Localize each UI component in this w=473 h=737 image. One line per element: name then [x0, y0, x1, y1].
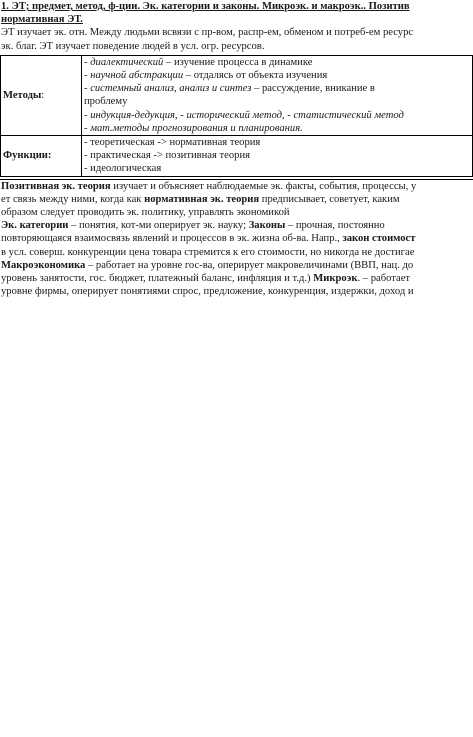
- text-run: – прочная, постоянно: [285, 220, 385, 232]
- method-item: [84, 122, 470, 135]
- intro-line-2: эк. благ. ЭТ изучает поведение людей в усл. огр. ресурсов.: [1, 40, 265, 52]
- function-item: - идеологическая: [84, 163, 162, 175]
- methods-label: Методы: [3, 89, 42, 101]
- method-name: мат.методы прогнозирования и планирования.: [90, 122, 303, 134]
- intro-paragraph: [0, 26, 473, 52]
- text-line: [1, 180, 473, 193]
- text-run: – понятия, кот-ми оперирует эк. науку;: [68, 220, 249, 232]
- intro-line-1: ЭТ изучает эк. отн. Между людьми всвязи с пр-вом, распр-ем, обменом и потреб-ем ресурс: [1, 27, 414, 39]
- term-law-of-value: закон стоимост: [342, 233, 416, 245]
- function-item: - теоретическая -> нормативная теория: [84, 137, 261, 149]
- text-line: [1, 232, 473, 245]
- method-desc: – отдалясь от объекта изучения: [183, 70, 328, 82]
- categories-laws-paragraph: [0, 219, 473, 259]
- function-item: - практическая -> позитивная теория: [84, 150, 250, 162]
- text-run: уровень занятости, гос. бюджет, платежный баланс, инфляция и т.д.): [1, 273, 314, 285]
- method-desc: – изучение процесса в динамике: [163, 56, 313, 68]
- method-name: диалектический: [90, 56, 164, 68]
- text-run: предписывает, советует, каким: [259, 193, 400, 205]
- method-dash: -: [84, 83, 91, 95]
- functions-row: [1, 136, 473, 177]
- functions-label: Функции:: [3, 150, 52, 162]
- text-line: уровне фирмы, оперирует понятиями спрос, предложение, конкуренция, издержки, доход и: [1, 286, 414, 298]
- term-categories: Эк. категории: [1, 220, 69, 232]
- text-line: образом следует проводить эк. политику, управлять экономикой: [1, 207, 290, 219]
- method-item: [84, 109, 470, 122]
- text-run: ет связь между ними, когда как: [1, 193, 145, 205]
- methods-label-colon: :: [41, 89, 45, 101]
- section-title: [0, 0, 473, 26]
- term-microeconomics: Микроэк: [313, 273, 358, 285]
- method-item: [84, 56, 470, 69]
- method-dash: -: [84, 109, 91, 121]
- method-desc: – рассуждение, вникание в: [251, 83, 375, 95]
- term-normative-theory: нормативная эк. теория: [144, 193, 260, 205]
- macro-micro-paragraph: [0, 259, 473, 299]
- text-run: изучает и объясняет наблюдаемые эк. факты, события, процессы, у: [110, 180, 417, 192]
- method-dash: -: [84, 122, 91, 134]
- methods-row: [1, 55, 473, 135]
- title-line-2: нормативная ЭТ.: [1, 14, 83, 26]
- positive-normative-paragraph: [0, 180, 473, 220]
- text-line: [1, 219, 473, 232]
- text-line: [1, 193, 473, 206]
- term-macroeconomics: Макроэкономика: [1, 259, 86, 271]
- text-run: повторяющаяся взаимосвязь явлений и процессов в эк. жизна об-ва. Напр.,: [1, 233, 343, 245]
- text-run: . – работает: [357, 273, 411, 285]
- functions-list-cell: [82, 136, 473, 177]
- text-run: – работает на уровне гос-ва, оперирует макровеличинами (ВВП, нац. до: [85, 259, 414, 271]
- method-name: индукция-дедукция, - исторический метод, - статистический метод: [90, 109, 404, 121]
- title-line-1: 1. ЭТ; предмет, метод, ф-ции. Эк. категории и законы. Микроэк. и макроэк.. Позитив: [1, 1, 410, 12]
- term-positive-theory: Позитивная эк. теория: [1, 180, 111, 192]
- method-item: [84, 82, 470, 95]
- term-laws: Законы: [248, 220, 286, 232]
- methods-list-cell: [82, 55, 473, 135]
- methods-label-cell: [1, 55, 82, 135]
- methods-functions-table: [0, 55, 473, 177]
- method-item: [84, 95, 470, 108]
- method-name: системный анализ, анализ и синтез: [90, 83, 252, 95]
- document-page: [0, 0, 473, 298]
- text-line: [1, 259, 473, 272]
- text-line: [1, 272, 473, 285]
- method-item: [84, 69, 470, 82]
- method-dash: -: [84, 56, 91, 68]
- text-line: в усл. соверш. конкуренции цена товара стремится к его стоимости, но никогда не достигае: [1, 246, 415, 258]
- method-name: научной абстракции: [90, 70, 184, 82]
- method-dash: -: [84, 70, 91, 82]
- method-desc: проблему: [84, 96, 128, 108]
- functions-label-cell: [1, 136, 82, 177]
